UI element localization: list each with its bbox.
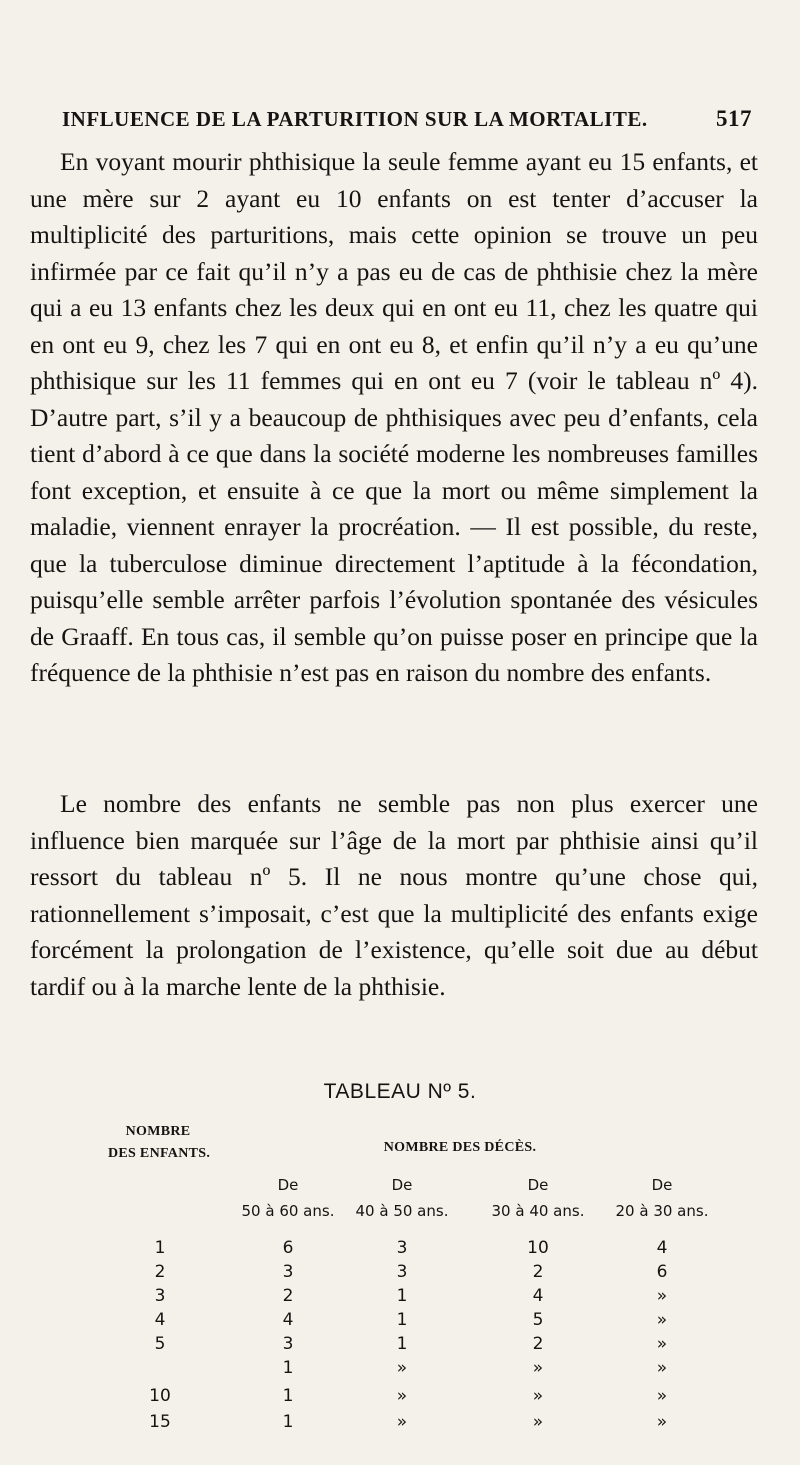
table-cell: » <box>532 1358 544 1378</box>
table-cell: » <box>396 1358 408 1378</box>
table-cell: 2 <box>282 1286 294 1306</box>
table-cell: 4 <box>656 1238 668 1258</box>
age-column-de-label: De <box>527 1176 549 1194</box>
table-cell: » <box>532 1412 544 1432</box>
table-cell: » <box>396 1386 408 1406</box>
table-cell: 2 <box>532 1334 544 1354</box>
paragraph-1: En voyant mourir phthisique la seule femme ayant eu 15 enfants, et une mère sur 2 ayant eu 10 enfants on est tenter d’accuser la multiplicité des parturitions, mais cette opinion se trouve un peu infirmée par ce fait qu’il n’y a pas eu de cas de phthisie chez la mère qui a eu 13 enfants chez les deux qui en ont eu 11, chez les quatre qui en ont eu 9, chez les 7 qui en ont eu 8, et enfin qu’il n’y a eu qu’une phthisique sur les 11 femmes qui en ont eu 7 (voir le tableau nº 4). D’autre part, s’il y a beaucoup de phthisiques avec peu d’enfants, cela tient d’abord à ce que dans la société moderne les nombreuses familles font exception, et ensuite à ce que la mort ou même simplement la maladie, viennent enrayer la procréation. — Il est possible, du reste, que la tuberculose diminue directement l’aptitude à la fécondation, puisqu’elle semble arrêter parfois l’évolution spontanée des vésicules de Graaff. En tous cas, il semble qu’on puisse poser en principe que la fréquence de la phthisie n’est pas en raison du nombre des enfants. <box>30 147 758 687</box>
age-column-de-label: De <box>277 1176 299 1194</box>
table-cell: 1 <box>282 1412 294 1432</box>
table-cell: 4 <box>282 1310 294 1330</box>
table-cell: » <box>656 1286 668 1306</box>
page-number: 517 <box>716 106 752 131</box>
age-column-de-label: De <box>391 1176 413 1194</box>
paragraph-1-block <box>30 144 758 692</box>
table-cell: » <box>396 1412 408 1432</box>
table-cell: » <box>656 1334 668 1354</box>
age-column-range-label: 50 à 60 ans. <box>241 1202 335 1220</box>
table-cell: » <box>656 1386 668 1406</box>
table-cell: 2 <box>532 1262 544 1282</box>
table-cell: 1 <box>396 1286 408 1306</box>
table-cell: » <box>656 1310 668 1330</box>
table-cell: 1 <box>396 1310 408 1330</box>
table-cell: » <box>656 1412 668 1432</box>
table-cell: 6 <box>656 1262 668 1282</box>
table-row-label: 1 <box>154 1238 166 1258</box>
table-cell: 1 <box>396 1334 408 1354</box>
table-row-label: 3 <box>154 1286 166 1306</box>
table-title: TABLEAU Nº 5. <box>323 1080 477 1103</box>
table-cell: 3 <box>396 1238 408 1258</box>
table-cell: 10 <box>527 1238 549 1258</box>
age-column-range-label: 20 à 30 ans. <box>615 1202 709 1220</box>
paragraph-2-block <box>30 786 758 1005</box>
table-cell: 3 <box>282 1334 294 1354</box>
age-column-range-label: 40 à 50 ans. <box>355 1202 449 1220</box>
table-cell: 6 <box>282 1238 294 1258</box>
table-cell: » <box>656 1358 668 1378</box>
age-column-de-label: De <box>651 1176 673 1194</box>
table-cell: 4 <box>532 1286 544 1306</box>
running-title: INFLUENCE DE LA PARTURITION SUR LA MORTALITE. <box>62 107 648 131</box>
age-column-range-label: 30 à 40 ans. <box>491 1202 585 1220</box>
table-cell: 1 <box>282 1358 294 1378</box>
table-row-label: 10 <box>149 1386 171 1406</box>
running-head <box>62 106 752 132</box>
paragraph-2: Le nombre des enfants ne semble pas non plus exercer une influence bien marquée sur l’âge de la mort par phthisie ainsi qu’il ressort du tableau nº 5. Il ne nous montre qu’une chose qui, rationnellement s’imposait, c’est que la multiplicité des enfants exige forcément la prolongation de l’existence, qu’elle soit due au début tardif ou à la marche lente de la phthisie. <box>30 789 758 1001</box>
group-header: NOMBRE DES DÉCÈS. <box>383 1140 537 1155</box>
table-cell: » <box>532 1386 544 1406</box>
table-row-label: 2 <box>154 1262 166 1282</box>
table-cell: 3 <box>396 1262 408 1282</box>
table-row-label: 5 <box>154 1334 166 1354</box>
col1-header-line1: NOMBRE <box>125 1124 191 1139</box>
table-row-label: 15 <box>149 1412 171 1432</box>
col1-header-line2: DES ENFANTS. <box>108 1146 211 1161</box>
table-cell: 1 <box>282 1386 294 1406</box>
table-row-label: 4 <box>154 1310 166 1330</box>
table-cell: 5 <box>532 1310 544 1330</box>
table-cell: 3 <box>282 1262 294 1282</box>
